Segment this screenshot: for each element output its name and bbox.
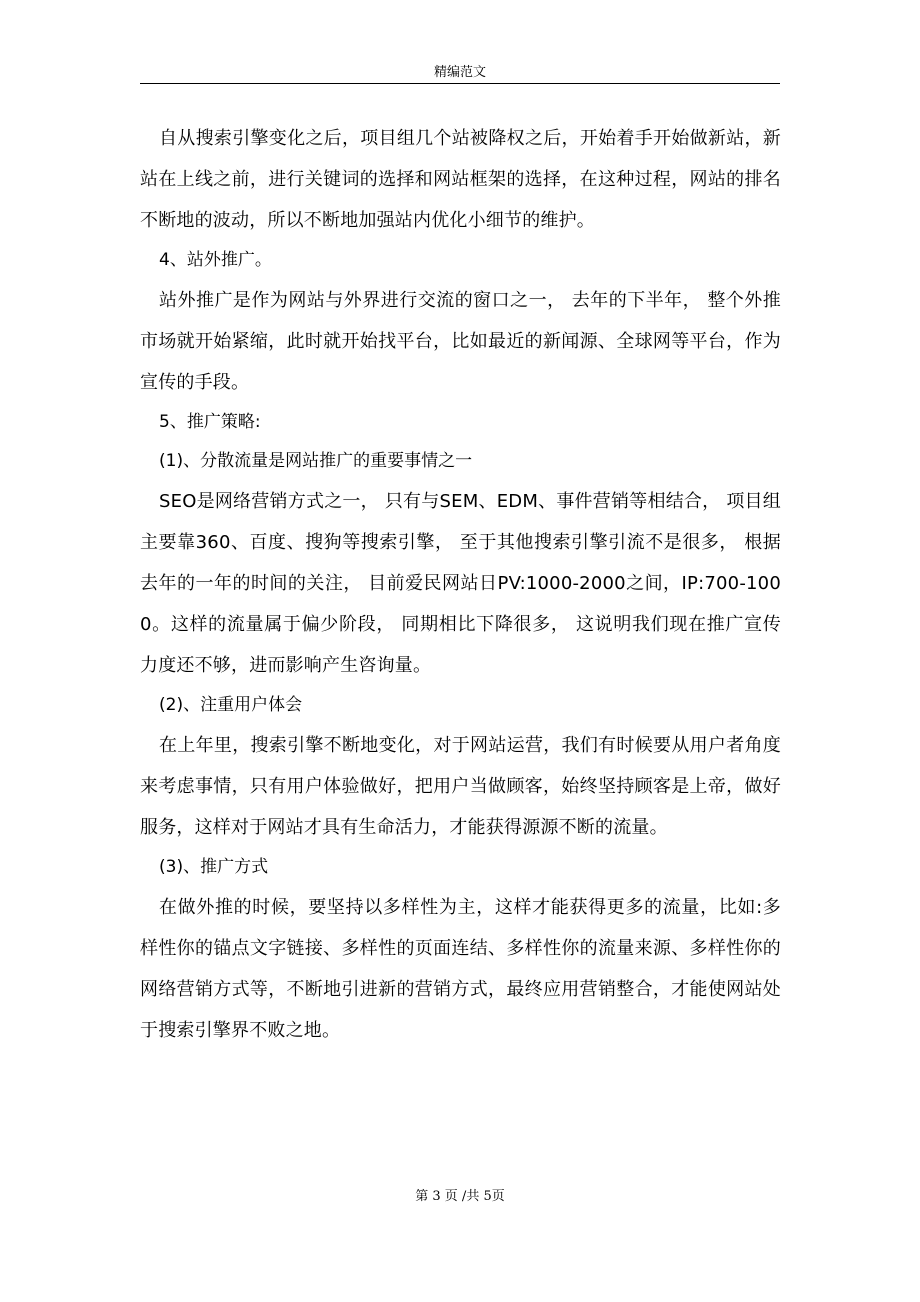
page-header: 精编范文 (433, 65, 486, 80)
paragraph-promotion-methods: 在做外推的时候，要坚持以多样性为主，这样才能获得更多的流量，比如:多样性你的锚点文字链接、多样性的页面连结、多样性你的流量来源、多样性你的网络营销方式等，不断地引进新的营销方式，最终应用营销整合，才能使网站处于搜索引擎界不败之地。 (140, 897, 781, 1041)
section-heading-promotion-strategy: 5、推广策略: (159, 412, 261, 432)
paragraph-new-site-optimization: 自从搜索引擎变化之后，项目组几个站被降权之后，开始着手开始做新站，新站在上线之前，进行关键词的选择和网站框架的选择，在这种过程，网站的排名不断地的波动，所以不断地加强站内优化小细节的维护。 (140, 128, 781, 231)
subheading-promotion-methods: (3)、推广方式 (159, 857, 269, 877)
document-body (140, 118, 781, 1051)
paragraph-traffic-distribution: SEO是网络营销方式之一， 只有与SEM、EDM、事件营销等相结合， 项目组主要靠360、百度、搜狗等搜索引擎， 至于其他搜索引擎引流不是很多， 根据去年的一年的时间的关注， 目前爱民网站日PV:1000-2000之间，IP:700-1000。这样的流量属于偏少阶段， 同期相比下降很多， 这说明我们现在推广宣传力度还不够，进而影响产生咨询量。 (140, 491, 781, 676)
header-divider (140, 83, 780, 84)
section-heading-offsite-promotion: 4、站外推广。 (159, 250, 272, 270)
subheading-traffic-distribution: (1)、分散流量是网站推广的重要事情之一 (159, 451, 473, 471)
paragraph-user-experience: 在上年里，搜索引擎不断地变化，对于网站运营，我们有时候要从用户者角度来考虑事情，只有用户体验做好，把用户当做顾客，始终坚持顾客是上帝，做好服务，这样对于网站才具有生命活力，才能获得源源不断的流量。 (140, 735, 781, 838)
subheading-user-experience: (2)、注重用户体会 (159, 695, 303, 715)
page-number: 第 3 页 /共 5页 (415, 1189, 505, 1204)
paragraph-offsite-promotion: 站外推广是作为网站与外界进行交流的窗口之一， 去年的下半年， 整个外推市场就开始紧缩，此时就开始找平台，比如最近的新闻源、全球网等平台，作为宣传的手段。 (140, 290, 781, 393)
